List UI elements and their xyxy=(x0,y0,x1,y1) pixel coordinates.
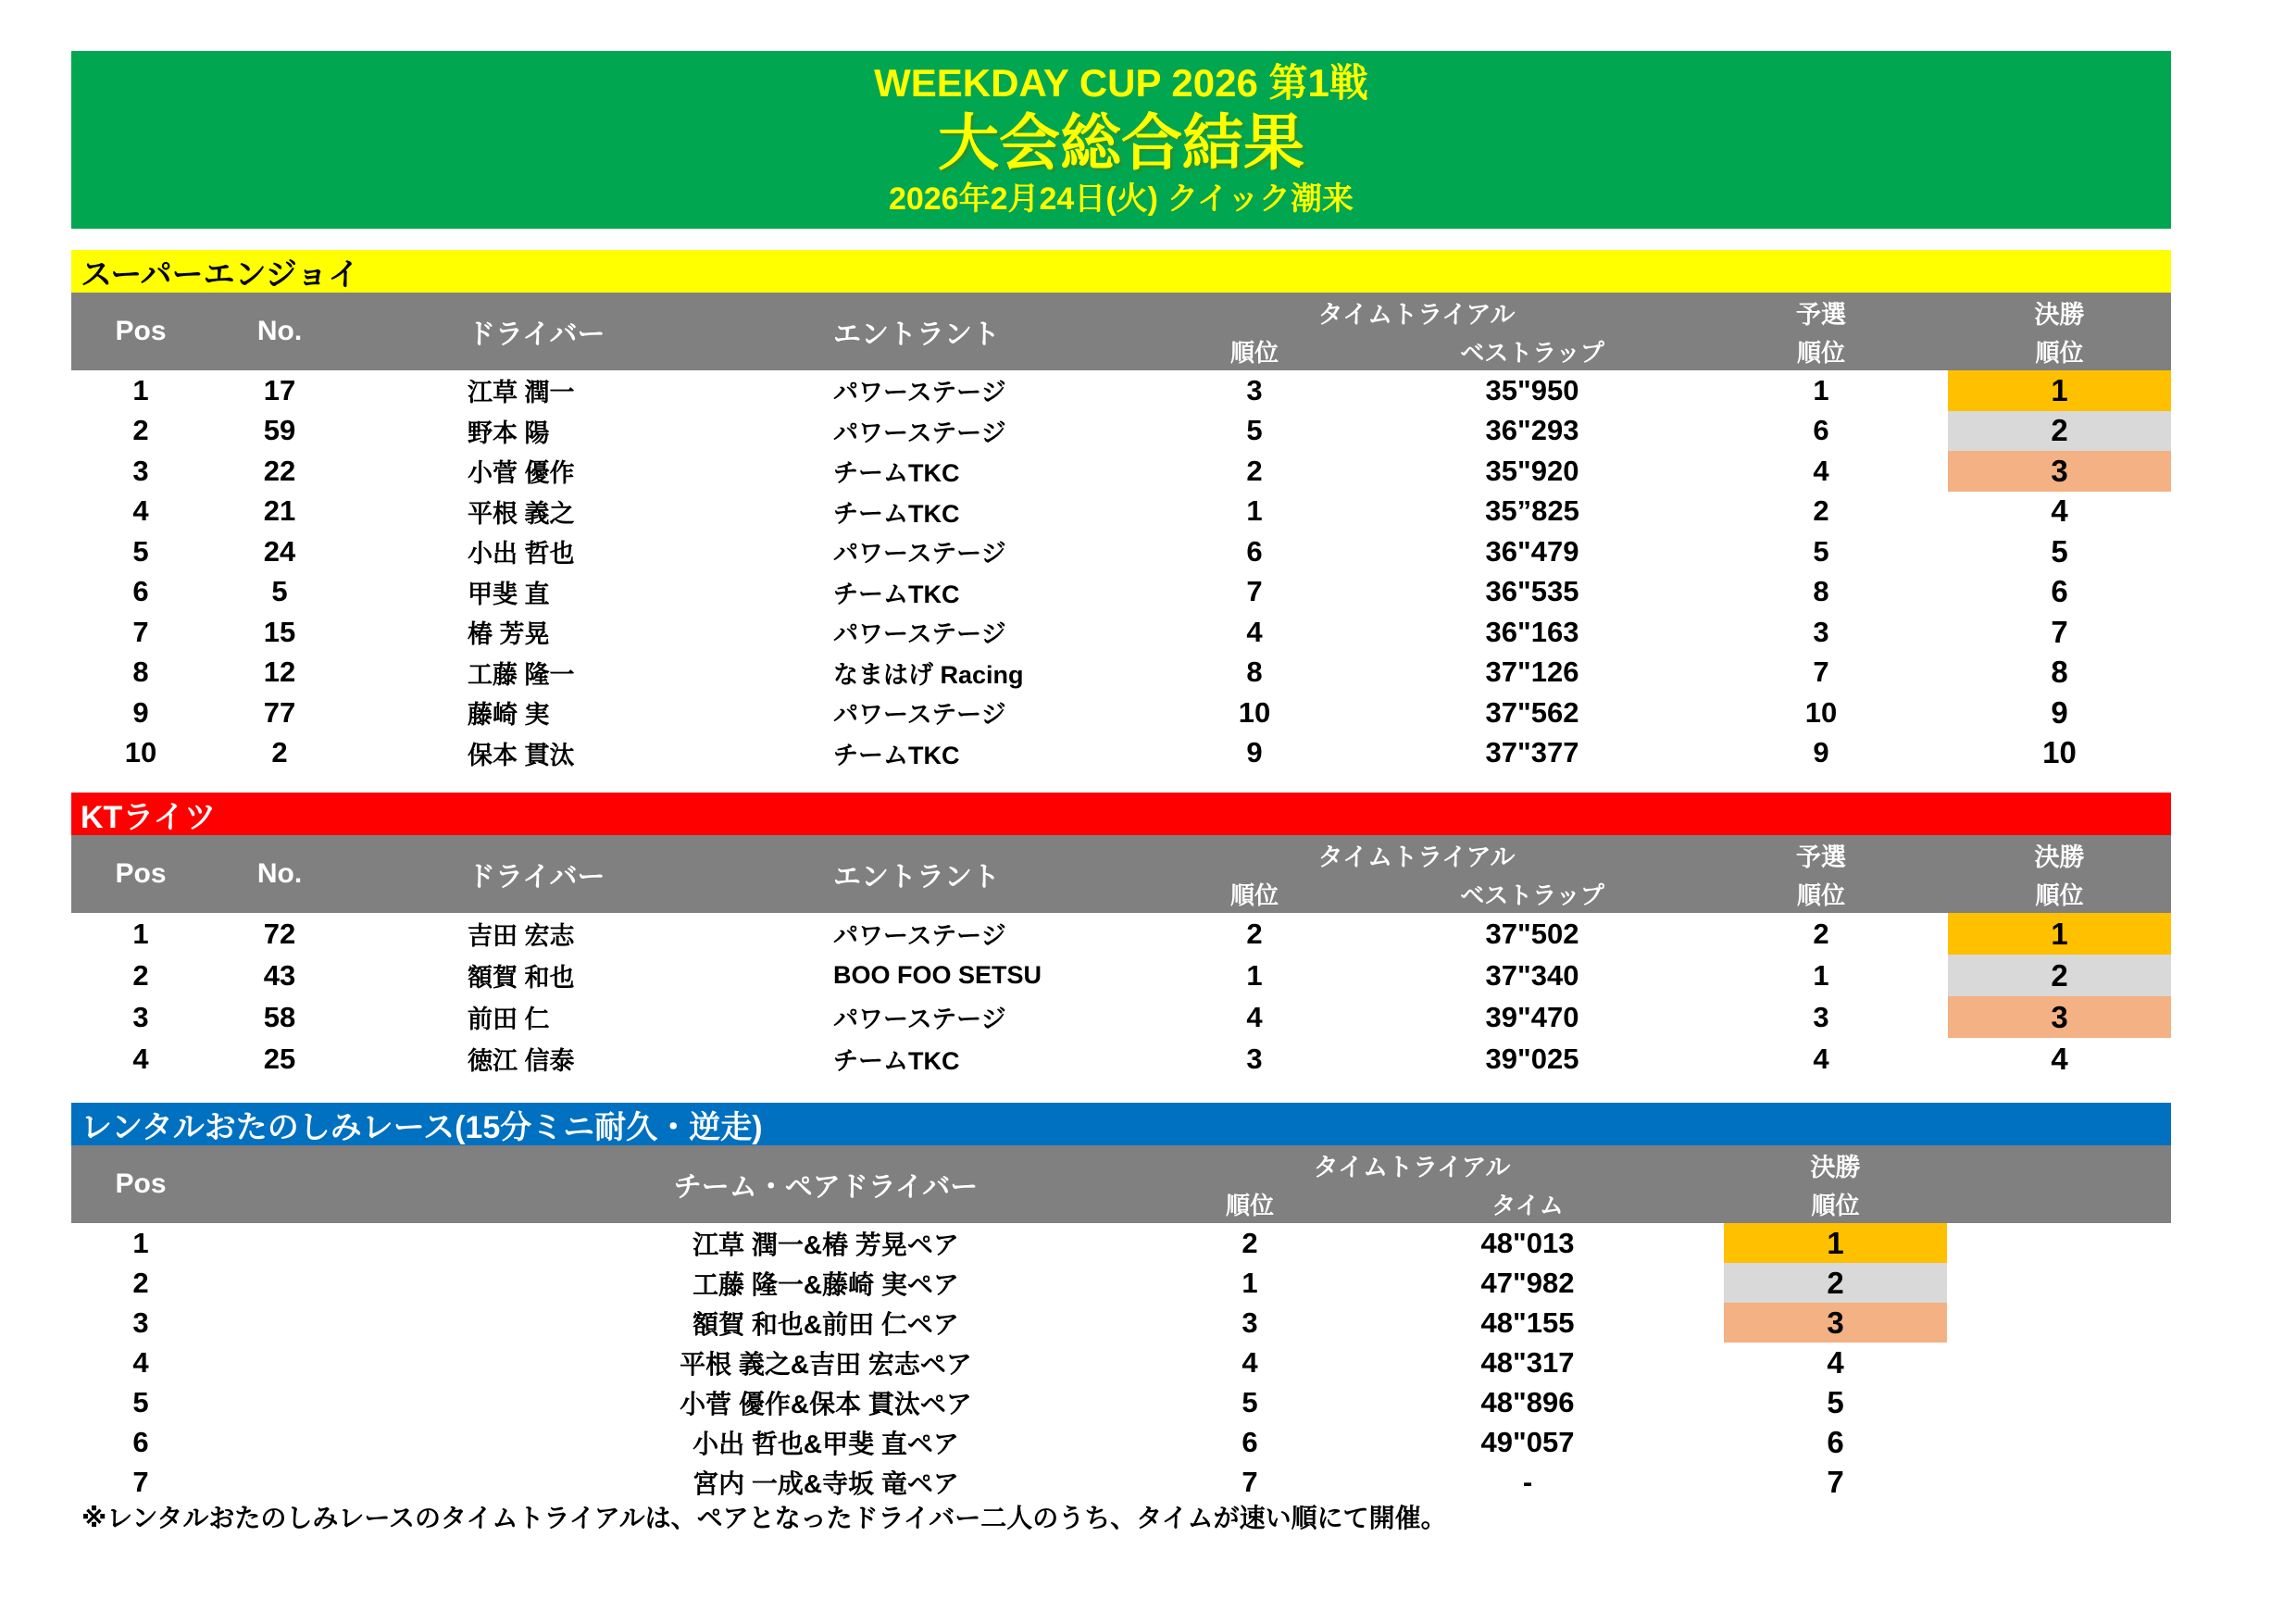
entrant-cell: パワーステージ xyxy=(833,1006,1006,1033)
col-time-trial-group: タイムトライアル xyxy=(1317,843,1516,871)
table-row xyxy=(71,370,2171,411)
qualify-rank-cell: 3 xyxy=(1813,1000,1829,1033)
tt-rank-cell: 4 xyxy=(1246,1000,1263,1033)
pos-cell: 4 xyxy=(132,1345,149,1379)
qualify-rank-cell: 4 xyxy=(1813,454,1829,487)
driver-cell: 小出 哲也 xyxy=(468,540,575,568)
col-tt-rank: 順位 xyxy=(1229,881,1279,909)
tt-rank-cell: 5 xyxy=(1242,1385,1258,1418)
tt-rank-cell: 3 xyxy=(1246,1042,1263,1075)
col-no: No. xyxy=(256,858,303,889)
final-rank-cell: 10 xyxy=(2042,735,2077,770)
tt-rank-cell: 7 xyxy=(1242,1465,1258,1498)
tt-bestlap-cell: 37"377 xyxy=(1485,736,1579,769)
car-no-cell: 72 xyxy=(263,917,296,950)
qualify-rank-cell: 9 xyxy=(1813,736,1829,769)
driver-cell: 椿 芳晃 xyxy=(468,620,550,649)
tt-rank-cell: 3 xyxy=(1242,1305,1258,1339)
driver-cell: 徳江 信泰 xyxy=(468,1047,575,1075)
qualify-rank-cell: 10 xyxy=(1804,695,1838,729)
pos-cell: 2 xyxy=(132,1266,149,1299)
table-row xyxy=(71,572,2171,613)
car-no-cell: 58 xyxy=(263,1000,296,1033)
col-final-rank: 順位 xyxy=(2035,881,2084,909)
col-pos: Pos xyxy=(115,1168,167,1199)
table-row xyxy=(71,693,2171,733)
col-no: No. xyxy=(256,316,303,346)
team-cell: 小出 哲也&甲斐 直ペア xyxy=(693,1429,959,1458)
final-rank-cell: 5 xyxy=(1827,1384,1844,1419)
col-tt-rank: 順位 xyxy=(1229,338,1279,367)
table-row xyxy=(71,913,2171,955)
pos-cell: 3 xyxy=(132,454,149,487)
col-time-trial-group: タイムトライアル xyxy=(1317,300,1516,329)
table-row xyxy=(71,492,2171,532)
tt-bestlap-cell: 35”825 xyxy=(1485,494,1579,528)
tt-bestlap-cell: 35"950 xyxy=(1485,373,1579,406)
car-no-cell: 25 xyxy=(263,1042,296,1075)
table-row xyxy=(71,1263,2171,1303)
col-tt-rank: 順位 xyxy=(1225,1191,1274,1219)
table-row xyxy=(71,1343,2171,1382)
tt-bestlap-cell: 37"562 xyxy=(1485,695,1579,729)
tt-time-cell: - xyxy=(1522,1465,1533,1498)
tt-rank-cell: 7 xyxy=(1246,575,1263,608)
driver-cell: 江草 潤一 xyxy=(468,379,575,407)
final-rank-cell: 9 xyxy=(2051,694,2068,730)
tt-rank-cell: 2 xyxy=(1246,917,1263,950)
tt-bestlap-cell: 36"163 xyxy=(1485,615,1579,648)
driver-cell: 藤崎 実 xyxy=(468,701,550,730)
tt-time-cell: 48"155 xyxy=(1480,1305,1575,1339)
car-no-cell: 24 xyxy=(263,534,296,568)
pos-cell: 1 xyxy=(132,1226,149,1259)
col-entrant: エントラント xyxy=(833,862,1000,893)
final-rank-cell: 2 xyxy=(1948,411,2171,452)
col-entrant: エントラント xyxy=(833,319,1000,350)
qualify-rank-cell: 1 xyxy=(1813,958,1829,992)
team-cell: 額賀 和也&前田 仁ペア xyxy=(693,1309,959,1339)
qualify-rank-cell: 1 xyxy=(1813,373,1829,406)
final-rank-cell: 5 xyxy=(2051,533,2068,568)
col-qualify-rank: 順位 xyxy=(1796,338,1845,367)
entrant-cell: パワーステージ xyxy=(833,620,1006,649)
team-cell: 平根 義之&吉田 宏志ペア xyxy=(680,1349,972,1379)
entrant-cell: パワーステージ xyxy=(833,701,1006,730)
tt-rank-cell: 6 xyxy=(1242,1425,1258,1458)
qualify-rank-cell: 6 xyxy=(1813,414,1829,447)
table-row xyxy=(71,653,2171,693)
tt-rank-cell: 3 xyxy=(1246,373,1263,406)
tt-rank-cell: 8 xyxy=(1246,656,1263,689)
table-row xyxy=(71,451,2171,492)
col-driver: ドライバー xyxy=(468,319,605,350)
final-rank-cell: 1 xyxy=(1948,913,2171,955)
pos-cell: 1 xyxy=(132,373,149,406)
col-qualify-group: 予選 xyxy=(1796,843,1846,871)
event-header xyxy=(71,51,2171,229)
table-row xyxy=(71,612,2171,653)
col-tt-bestlap: ベストラップ xyxy=(1460,338,1604,367)
car-no-cell: 21 xyxy=(263,494,296,528)
table-body xyxy=(71,913,2171,1080)
entrant-cell: チームTKC xyxy=(833,1047,960,1075)
pos-cell: 10 xyxy=(124,736,157,769)
pos-cell: 2 xyxy=(132,958,149,992)
team-cell: 宮内 一成&寺坂 竜ペア xyxy=(693,1468,959,1498)
tt-rank-cell: 6 xyxy=(1246,534,1263,568)
event-name: WEEKDAY CUP 2026 第1戦 xyxy=(874,61,1368,106)
tt-bestlap-cell: 35"920 xyxy=(1485,454,1579,487)
final-rank-cell: 2 xyxy=(1724,1263,1947,1303)
table-header xyxy=(71,1145,2171,1223)
entrant-cell: チームTKC xyxy=(833,499,960,528)
pos-cell: 6 xyxy=(132,1425,149,1458)
col-qualify-rank: 順位 xyxy=(1796,881,1845,909)
entrant-cell: パワーステージ xyxy=(833,540,1006,568)
tt-bestlap-cell: 39"025 xyxy=(1485,1042,1579,1075)
section-title: KTライツ xyxy=(71,793,2171,835)
footnote: ※レンタルおたのしみレースのタイムトライアルは、ペアとなったドライバー二人のうち、タイムが速い順にて開催。 xyxy=(81,1504,1447,1532)
entrant-cell: チームTKC xyxy=(833,459,960,488)
car-no-cell: 77 xyxy=(263,695,296,729)
team-cell: 工藤 隆一&藤崎 実ペア xyxy=(693,1269,959,1299)
driver-cell: 平根 義之 xyxy=(468,499,575,528)
car-no-cell: 15 xyxy=(263,615,296,648)
qualify-rank-cell: 2 xyxy=(1813,494,1829,528)
entrant-cell: BOO FOO SETSU xyxy=(833,961,1042,989)
driver-cell: 額賀 和也 xyxy=(468,964,575,992)
entrant-cell: なまはげ Racing xyxy=(833,660,1024,689)
tt-bestlap-cell: 37"340 xyxy=(1485,958,1579,992)
table-row xyxy=(71,1462,2171,1502)
table-header xyxy=(71,835,2171,913)
tt-rank-cell: 1 xyxy=(1246,494,1263,528)
car-no-cell: 12 xyxy=(263,656,296,689)
tt-rank-cell: 1 xyxy=(1246,958,1263,992)
final-rank-cell: 4 xyxy=(2051,493,2068,529)
col-driver: ドライバー xyxy=(468,862,605,893)
tt-bestlap-cell: 39"470 xyxy=(1485,1000,1579,1033)
pos-cell: 2 xyxy=(132,414,149,447)
car-no-cell: 17 xyxy=(263,373,296,406)
pos-cell: 9 xyxy=(132,695,149,729)
pos-cell: 5 xyxy=(132,1385,149,1418)
final-rank-cell: 3 xyxy=(1724,1303,1947,1343)
pos-cell: 3 xyxy=(132,1305,149,1339)
entrant-cell: チームTKC xyxy=(833,580,960,608)
final-rank-cell: 4 xyxy=(2051,1041,2068,1076)
col-pos: Pos xyxy=(115,858,167,889)
tt-bestlap-cell: 36"479 xyxy=(1485,534,1579,568)
car-no-cell: 59 xyxy=(263,414,296,447)
driver-cell: 保本 貫汰 xyxy=(468,741,575,769)
qualify-rank-cell: 3 xyxy=(1813,615,1829,648)
entrant-cell: パワーステージ xyxy=(833,379,1006,407)
team-cell: 江草 潤一&椿 芳晃ペア xyxy=(693,1230,959,1259)
section-title: レンタルおたのしみレース(15分ミニ耐久・逆走) xyxy=(71,1103,2171,1145)
final-rank-cell: 3 xyxy=(1948,451,2171,492)
qualify-rank-cell: 8 xyxy=(1813,575,1829,608)
tt-bestlap-cell: 37"502 xyxy=(1485,917,1579,950)
driver-cell: 吉田 宏志 xyxy=(468,922,575,950)
section-title: スーパーエンジョイ xyxy=(71,250,2171,293)
final-rank-cell: 1 xyxy=(1948,370,2171,411)
driver-cell: 前田 仁 xyxy=(468,1006,550,1033)
table-body xyxy=(71,1223,2171,1502)
tt-time-cell: 48"896 xyxy=(1480,1385,1575,1418)
table-row xyxy=(71,1223,2171,1263)
pos-cell: 7 xyxy=(132,615,149,648)
entrant-cell: パワーステージ xyxy=(833,922,1006,950)
final-rank-cell: 6 xyxy=(1827,1424,1844,1459)
table-row xyxy=(71,996,2171,1038)
page-title: 大会総合結果 xyxy=(938,108,1304,178)
tt-bestlap-cell: 37"126 xyxy=(1485,656,1579,689)
tt-rank-cell: 2 xyxy=(1246,454,1263,487)
final-rank-cell: 6 xyxy=(2051,574,2068,609)
team-cell: 小菅 優作&保本 貫汰ペア xyxy=(680,1389,972,1418)
car-no-cell: 5 xyxy=(271,575,288,608)
tt-rank-cell: 9 xyxy=(1246,736,1263,769)
table-row xyxy=(71,1038,2171,1080)
final-rank-cell: 7 xyxy=(1827,1464,1844,1499)
tt-time-cell: 48"013 xyxy=(1480,1226,1575,1259)
col-qualify-group: 予選 xyxy=(1796,300,1846,329)
entrant-cell: パワーステージ xyxy=(833,418,1006,447)
final-rank-cell: 3 xyxy=(1948,996,2171,1038)
tt-rank-cell: 1 xyxy=(1242,1266,1258,1299)
car-no-cell: 2 xyxy=(271,736,288,769)
col-final-rank: 順位 xyxy=(1811,1191,1860,1219)
tt-rank-cell: 2 xyxy=(1242,1226,1258,1259)
col-tt-bestlap: ベストラップ xyxy=(1460,881,1604,909)
table-row xyxy=(71,1303,2171,1343)
section-rental-fun-race xyxy=(71,1103,2171,1502)
tt-rank-cell: 4 xyxy=(1242,1345,1258,1379)
col-tt-time: タイム xyxy=(1491,1191,1564,1219)
final-rank-cell: 7 xyxy=(2051,614,2068,649)
table-row xyxy=(71,531,2171,572)
qualify-rank-cell: 4 xyxy=(1813,1042,1829,1075)
final-rank-cell: 4 xyxy=(1827,1344,1844,1380)
tt-rank-cell: 10 xyxy=(1238,695,1271,729)
pos-cell: 3 xyxy=(132,1000,149,1033)
tt-bestlap-cell: 36"293 xyxy=(1485,414,1579,447)
tt-time-cell: 49"057 xyxy=(1480,1425,1575,1458)
qualify-rank-cell: 2 xyxy=(1813,917,1829,950)
pos-cell: 8 xyxy=(132,656,149,689)
pos-cell: 4 xyxy=(132,1042,149,1075)
pos-cell: 7 xyxy=(132,1465,149,1498)
car-no-cell: 22 xyxy=(263,454,296,487)
col-final-rank: 順位 xyxy=(2035,338,2084,367)
tt-rank-cell: 5 xyxy=(1246,414,1263,447)
qualify-rank-cell: 5 xyxy=(1813,534,1829,568)
col-final-group: 決勝 xyxy=(2034,300,2085,329)
pos-cell: 6 xyxy=(132,575,149,608)
table-row xyxy=(71,1422,2171,1462)
table-header xyxy=(71,293,2171,370)
table-row xyxy=(71,1382,2171,1422)
section-super-enjoy xyxy=(71,250,2171,773)
qualify-rank-cell: 7 xyxy=(1813,656,1829,689)
final-rank-cell: 1 xyxy=(1724,1223,1947,1263)
driver-cell: 甲斐 直 xyxy=(468,580,550,608)
table-row xyxy=(71,411,2171,452)
driver-cell: 小菅 優作 xyxy=(468,459,575,488)
col-time-trial-group: タイムトライアル xyxy=(1313,1153,1511,1181)
final-rank-cell: 2 xyxy=(1948,955,2171,996)
event-date-venue: 2026年2月24日(火) クイック潮来 xyxy=(888,181,1354,218)
table-row xyxy=(71,733,2171,774)
col-final-group: 決勝 xyxy=(1810,1153,1861,1181)
car-no-cell: 43 xyxy=(263,958,296,992)
table-body xyxy=(71,370,2171,773)
tt-time-cell: 48"317 xyxy=(1480,1345,1575,1379)
tt-bestlap-cell: 36"535 xyxy=(1485,575,1579,608)
entrant-cell: チームTKC xyxy=(833,741,960,769)
tt-rank-cell: 4 xyxy=(1246,615,1263,648)
table-row xyxy=(71,955,2171,996)
pos-cell: 4 xyxy=(132,494,149,528)
pos-cell: 1 xyxy=(132,917,149,950)
driver-cell: 野本 陽 xyxy=(468,418,550,447)
col-pos: Pos xyxy=(115,316,167,346)
col-final-group: 決勝 xyxy=(2034,843,2085,871)
pos-cell: 5 xyxy=(132,534,149,568)
driver-cell: 工藤 隆一 xyxy=(468,660,575,689)
final-rank-cell: 8 xyxy=(2051,655,2068,690)
col-team-pair-driver: チーム・ペアドライバー xyxy=(673,1172,979,1203)
section-kt-lights xyxy=(71,793,2171,1080)
tt-time-cell: 47"982 xyxy=(1480,1266,1575,1299)
